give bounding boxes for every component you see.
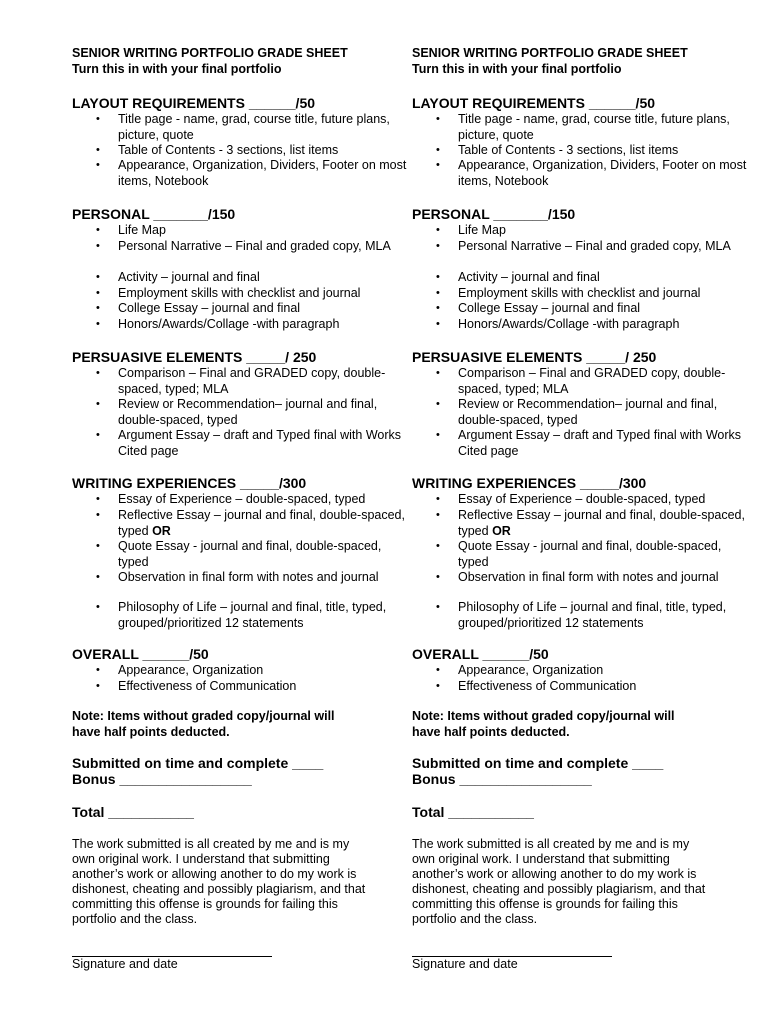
- bullet-icon: •: [96, 240, 100, 252]
- list-item: • Effectiveness of Communication: [436, 679, 637, 693]
- honesty-pledge: The work submitted is all created by me and is my own original work. I understand that submitting another’s work or allowing another to do my work is dishonest, cheating and possibly plagiarism, and that committing this offense is grounds for failing this portfolio and the class.: [412, 837, 706, 926]
- list-item: • Appearance, Organization: [436, 663, 604, 677]
- list-item: • Argument Essay – draft and Typed final with Works Cited page: [436, 428, 742, 458]
- sheet-subtitle: Turn this in with your final portfolio: [412, 62, 622, 76]
- bullet-icon: •: [436, 664, 440, 676]
- bullet-icon: •: [436, 429, 440, 441]
- list-item: • Honors/Awards/Collage -with paragraph: [436, 317, 680, 331]
- section-heading-writing: WRITING EXPERIENCES _____/300: [412, 475, 647, 491]
- list-item: • College Essay – journal and final: [96, 301, 301, 315]
- sheet-subtitle: Turn this in with your final portfolio: [72, 62, 282, 76]
- signature-label: Signature and date: [412, 957, 518, 971]
- bullet-icon: •: [96, 571, 100, 583]
- bonus-line: Bonus _________________: [412, 771, 592, 787]
- bullet-icon: •: [436, 144, 440, 156]
- bullet-icon: •: [436, 113, 440, 125]
- bullet-icon: •: [96, 601, 100, 613]
- bullet-icon: •: [436, 509, 440, 521]
- or-label: OR: [152, 523, 171, 538]
- list-item: • Quote Essay - journal and final, double-spaced, typed: [436, 539, 722, 569]
- list-item: • Philosophy of Life – journal and final, title, typed, grouped/prioritized 12 statements: [96, 600, 387, 630]
- list-item: • Review or Recommendation– journal and final, double-spaced, typed: [96, 397, 378, 427]
- bullet-icon: •: [96, 429, 100, 441]
- list-item: • Appearance, Organization: [96, 663, 264, 677]
- bullet-icon: •: [436, 271, 440, 283]
- list-item: • Appearance, Organization, Dividers, Footer on most items, Notebook: [436, 158, 747, 188]
- list-item: • Table of Contents - 3 sections, list items: [436, 143, 679, 157]
- list-item: • Argument Essay – draft and Typed final with Works Cited page: [96, 428, 402, 458]
- list-item: • Appearance, Organization, Dividers, Footer on most items, Notebook: [96, 158, 407, 188]
- bullet-icon: •: [96, 398, 100, 410]
- list-item: • Review or Recommendation– journal and final, double-spaced, typed: [436, 397, 718, 427]
- bullet-icon: •: [436, 680, 440, 692]
- bullet-icon: •: [436, 571, 440, 583]
- list-item: • Personal Narrative – Final and graded copy, MLA: [96, 239, 391, 253]
- bullet-icon: •: [96, 144, 100, 156]
- bullet-icon: •: [96, 540, 100, 552]
- deduction-note: Note: Items without graded copy/journal will have half points deducted.: [412, 709, 675, 739]
- list-item: • Reflective Essay – journal and final, double-spaced, typed OR: [436, 508, 745, 538]
- list-item: • Comparison – Final and GRADED copy, double-spaced, typed; MLA: [436, 366, 726, 396]
- bullet-icon: •: [96, 159, 100, 171]
- bullet-icon: •: [96, 664, 100, 676]
- bullet-icon: •: [96, 493, 100, 505]
- bullet-icon: •: [436, 367, 440, 379]
- total-line: Total ___________: [72, 804, 194, 820]
- list-item: • Employment skills with checklist and journal: [96, 286, 361, 300]
- section-heading-layout: LAYOUT REQUIREMENTS ______/50: [72, 95, 316, 111]
- bullet-icon: •: [96, 113, 100, 125]
- list-item: • Employment skills with checklist and journal: [436, 286, 701, 300]
- list-item: • Activity – journal and final: [96, 270, 260, 284]
- submitted-line: Submitted on time and complete ____: [72, 755, 324, 771]
- list-item: • Effectiveness of Communication: [96, 679, 297, 693]
- bullet-icon: •: [436, 540, 440, 552]
- list-item: • Reflective Essay – journal and final, double-spaced, typed OR: [96, 508, 405, 538]
- bullet-icon: •: [436, 302, 440, 314]
- total-line: Total ___________: [412, 804, 534, 820]
- list-item: • College Essay – journal and final: [436, 301, 641, 315]
- bullet-icon: •: [96, 271, 100, 283]
- bullet-icon: •: [436, 287, 440, 299]
- list-item: • Activity – journal and final: [436, 270, 600, 284]
- or-label: OR: [492, 523, 511, 538]
- bullet-icon: •: [436, 493, 440, 505]
- bullet-icon: •: [96, 680, 100, 692]
- section-heading-overall: OVERALL ______/50: [412, 646, 549, 662]
- bullet-icon: •: [436, 601, 440, 613]
- bullet-icon: •: [436, 398, 440, 410]
- bullet-icon: •: [96, 224, 100, 236]
- section-heading-persuasive: PERSUASIVE ELEMENTS _____/ 250: [72, 349, 317, 365]
- section-heading-personal: PERSONAL _______/150: [72, 206, 236, 222]
- list-item: • Life Map: [436, 223, 506, 237]
- list-item: • Essay of Experience – double-spaced, typed: [96, 492, 366, 506]
- bullet-icon: •: [96, 367, 100, 379]
- list-item: • Quote Essay - journal and final, double-spaced, typed: [96, 539, 382, 569]
- list-item: • Observation in final form with notes and journal: [436, 570, 719, 584]
- bullet-icon: •: [96, 509, 100, 521]
- list-item: • Comparison – Final and GRADED copy, double-spaced, typed; MLA: [96, 366, 386, 396]
- bullet-icon: •: [436, 159, 440, 171]
- list-item: • Title page - name, grad, course title, future plans, picture, quote: [436, 112, 730, 142]
- deduction-note: Note: Items without graded copy/journal will have half points deducted.: [72, 709, 335, 739]
- bullet-icon: •: [96, 302, 100, 314]
- bullet-icon: •: [436, 240, 440, 252]
- bonus-line: Bonus _________________: [72, 771, 252, 787]
- submitted-line: Submitted on time and complete ____: [412, 755, 664, 771]
- list-item: • Observation in final form with notes and journal: [96, 570, 379, 584]
- list-item: • Honors/Awards/Collage -with paragraph: [96, 317, 340, 331]
- honesty-pledge: The work submitted is all created by me and is my own original work. I understand that submitting another’s work or allowing another to do my work is dishonest, cheating and possibly plagiarism, and that committing this offense is grounds for failing this portfolio and the class.: [72, 837, 366, 926]
- sheet-title: SENIOR WRITING PORTFOLIO GRADE SHEET: [412, 46, 688, 60]
- list-item: • Personal Narrative – Final and graded copy, MLA: [436, 239, 731, 253]
- list-item: • Philosophy of Life – journal and final, title, typed, grouped/prioritized 12 statements: [436, 600, 727, 630]
- section-heading-persuasive: PERSUASIVE ELEMENTS _____/ 250: [412, 349, 657, 365]
- list-item: • Life Map: [96, 223, 166, 237]
- bullet-icon: •: [96, 318, 100, 330]
- list-item: • Table of Contents - 3 sections, list items: [96, 143, 339, 157]
- section-heading-layout: LAYOUT REQUIREMENTS ______/50: [412, 95, 656, 111]
- list-item: • Essay of Experience – double-spaced, typed: [436, 492, 706, 506]
- bullet-icon: •: [436, 224, 440, 236]
- sheet-title: SENIOR WRITING PORTFOLIO GRADE SHEET: [72, 46, 348, 60]
- bullet-icon: •: [436, 318, 440, 330]
- signature-label: Signature and date: [72, 957, 178, 971]
- section-heading-personal: PERSONAL _______/150: [412, 206, 576, 222]
- list-item: • Title page - name, grad, course title, future plans, picture, quote: [96, 112, 390, 142]
- bullet-icon: •: [96, 287, 100, 299]
- section-heading-writing: WRITING EXPERIENCES _____/300: [72, 475, 307, 491]
- section-heading-overall: OVERALL ______/50: [72, 646, 209, 662]
